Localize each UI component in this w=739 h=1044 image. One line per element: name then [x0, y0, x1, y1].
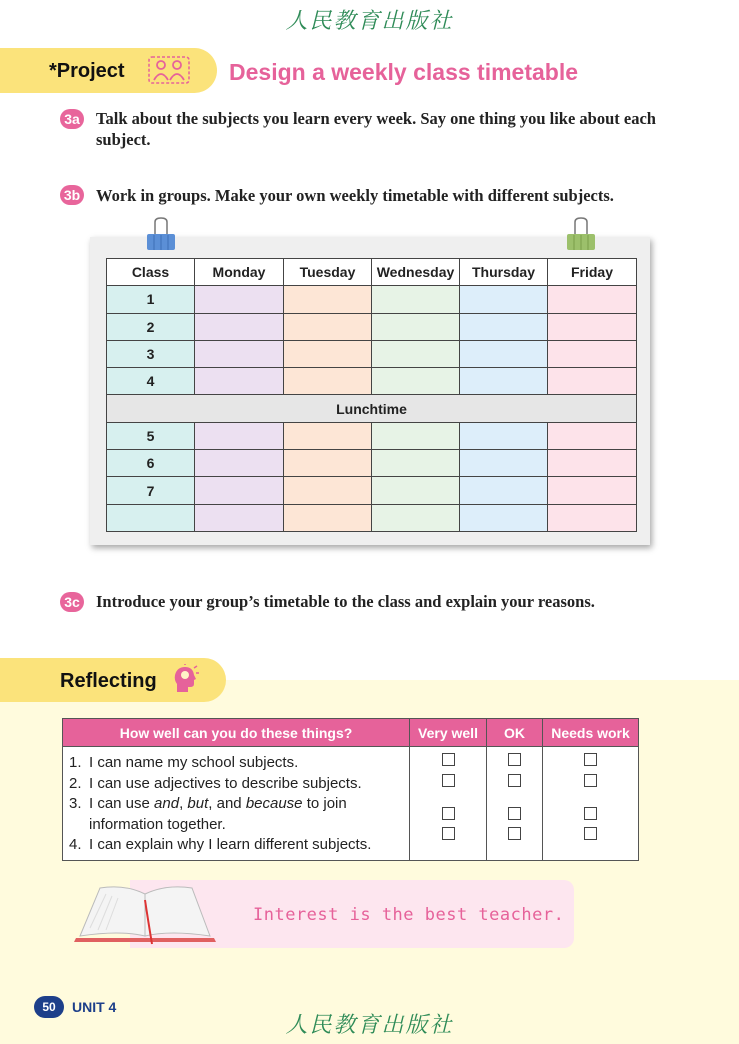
header-tuesday: Tuesday — [284, 259, 372, 286]
timetable-cell[interactable] — [372, 286, 460, 313]
timetable-cell[interactable] — [372, 504, 460, 531]
project-label: *Project — [49, 60, 125, 82]
timetable-cell[interactable] — [195, 477, 284, 504]
needs-work-checkbox-4[interactable] — [584, 827, 597, 840]
header-question: How well can you do these things? — [63, 719, 410, 747]
ok-checkbox-1[interactable] — [508, 753, 521, 766]
timetable-cell[interactable] — [460, 504, 548, 531]
timetable-cell[interactable] — [548, 286, 637, 313]
class-number: 5 — [107, 422, 195, 449]
timetable-cell[interactable] — [372, 368, 460, 395]
timetable-cell[interactable] — [460, 286, 548, 313]
very-well-checkbox-4[interactable] — [442, 827, 455, 840]
item-text: I can use adjectives to describe subjects. — [89, 774, 362, 792]
group-people-icon — [148, 56, 190, 84]
reflection-table — [62, 718, 639, 861]
header-monday: Monday — [195, 259, 284, 286]
timetable-cell[interactable] — [284, 422, 372, 449]
timetable-cell[interactable] — [460, 313, 548, 340]
table-row — [107, 504, 637, 531]
item-number: 4. — [69, 836, 82, 853]
unit-label: UNIT 4 — [72, 999, 117, 1015]
needs-work-column — [543, 747, 639, 861]
reflection-body-row — [63, 747, 639, 861]
publisher-logo-top: 人民教育出版社 — [285, 9, 454, 34]
timetable-grid — [106, 258, 637, 532]
timetable-cell[interactable] — [460, 368, 548, 395]
badge-3b: 3b — [60, 185, 84, 205]
open-book-icon — [70, 880, 220, 946]
item-text: I can explain why I learn different subjects. — [89, 836, 372, 853]
timetable-cell[interactable] — [372, 422, 460, 449]
timetable-cell[interactable] — [372, 313, 460, 340]
header-very-well: Very well — [410, 719, 487, 747]
motto-text: Interest is the best teacher. — [253, 905, 565, 925]
class-number[interactable] — [107, 504, 195, 531]
timetable-cell[interactable] — [460, 477, 548, 504]
timetable-cell[interactable] — [372, 340, 460, 367]
timetable-cell[interactable] — [548, 450, 637, 477]
reflection-header-row — [63, 719, 639, 747]
item-number: 3. — [69, 795, 82, 812]
timetable-cell[interactable] — [195, 450, 284, 477]
table-row — [107, 477, 637, 504]
list-item — [69, 753, 409, 774]
timetable-cell[interactable] — [372, 450, 460, 477]
timetable-cell[interactable] — [460, 340, 548, 367]
instruction-3b: Work in groups. Make your own weekly timetable with different subjects. — [96, 186, 614, 205]
item-number: 2. — [69, 774, 82, 792]
timetable-cell[interactable] — [548, 422, 637, 449]
table-row — [107, 450, 637, 477]
instruction-3a: Talk about the subjects you learn every week. Say one thing you like about each subject. — [96, 109, 656, 149]
class-number: 7 — [107, 477, 195, 504]
timetable-cell[interactable] — [284, 504, 372, 531]
class-number: 4 — [107, 368, 195, 395]
timetable-cell[interactable] — [460, 450, 548, 477]
lunchtime-label: Lunchtime — [107, 395, 637, 422]
item-number: 1. — [69, 754, 82, 771]
timetable-cell[interactable] — [284, 477, 372, 504]
very-well-checkbox-2[interactable] — [442, 774, 455, 787]
item-text: I can use and, but, and because to join information together. — [89, 795, 347, 833]
timetable-cell[interactable] — [195, 340, 284, 367]
needs-work-checkbox-1[interactable] — [584, 753, 597, 766]
header-friday: Friday — [548, 259, 637, 286]
table-row — [107, 286, 637, 313]
timetable-cell[interactable] — [372, 477, 460, 504]
table-row — [107, 368, 637, 395]
timetable-cell[interactable] — [284, 313, 372, 340]
timetable-cell[interactable] — [548, 477, 637, 504]
timetable-cell[interactable] — [195, 504, 284, 531]
class-number: 1 — [107, 286, 195, 313]
class-number: 3 — [107, 340, 195, 367]
header-wednesday: Wednesday — [372, 259, 460, 286]
class-number: 6 — [107, 450, 195, 477]
badge-3c: 3c — [60, 592, 84, 612]
project-title: Design a weekly class timetable — [229, 59, 579, 85]
instruction-3c: Introduce your group’s timetable to the class and explain your reasons. — [96, 592, 595, 611]
ok-checkbox-4[interactable] — [508, 827, 521, 840]
timetable-cell[interactable] — [195, 286, 284, 313]
table-row — [107, 340, 637, 367]
ok-checkbox-3[interactable] — [508, 807, 521, 820]
header-ok: OK — [487, 719, 543, 747]
page-number: 50 — [34, 996, 64, 1018]
timetable-cell[interactable] — [548, 368, 637, 395]
very-well-checkbox-1[interactable] — [442, 753, 455, 766]
header-class: Class — [107, 259, 195, 286]
timetable-cell[interactable] — [460, 422, 548, 449]
list-item — [69, 774, 409, 795]
lunch-row — [107, 395, 637, 422]
badge-3a: 3a — [60, 109, 84, 129]
timetable-cell[interactable] — [548, 340, 637, 367]
header-thursday: Thursday — [460, 259, 548, 286]
header-needs-work: Needs work — [543, 719, 639, 747]
binder-clip-green-icon — [566, 216, 596, 252]
ok-checkbox-2[interactable] — [508, 774, 521, 787]
timetable-cell[interactable] — [195, 313, 284, 340]
timetable-cell[interactable] — [548, 504, 637, 531]
timetable-cell[interactable] — [284, 450, 372, 477]
timetable-cell[interactable] — [195, 422, 284, 449]
ok-column — [487, 747, 543, 861]
very-well-checkbox-3[interactable] — [442, 807, 455, 820]
timetable-cell[interactable] — [284, 340, 372, 367]
list-item — [69, 794, 409, 835]
head-lightbulb-icon — [172, 664, 200, 694]
timetable-cell[interactable] — [548, 313, 637, 340]
timetable-cell[interactable] — [284, 368, 372, 395]
list-item — [69, 835, 409, 856]
publisher-logo-bottom: 人民教育出版社 — [285, 1013, 454, 1038]
item-text: I can name my school subjects. — [89, 754, 299, 771]
class-number: 2 — [107, 313, 195, 340]
needs-work-checkbox-2[interactable] — [584, 774, 597, 787]
table-row — [107, 313, 637, 340]
binder-clip-blue-icon — [146, 216, 176, 252]
needs-work-checkbox-3[interactable] — [584, 807, 597, 820]
timetable-cell[interactable] — [284, 286, 372, 313]
timetable-header-row — [107, 259, 637, 286]
very-well-column — [410, 747, 487, 861]
table-row — [107, 422, 637, 449]
reflection-items — [63, 747, 410, 861]
timetable-cell[interactable] — [195, 368, 284, 395]
reflecting-title: Reflecting — [60, 670, 157, 692]
